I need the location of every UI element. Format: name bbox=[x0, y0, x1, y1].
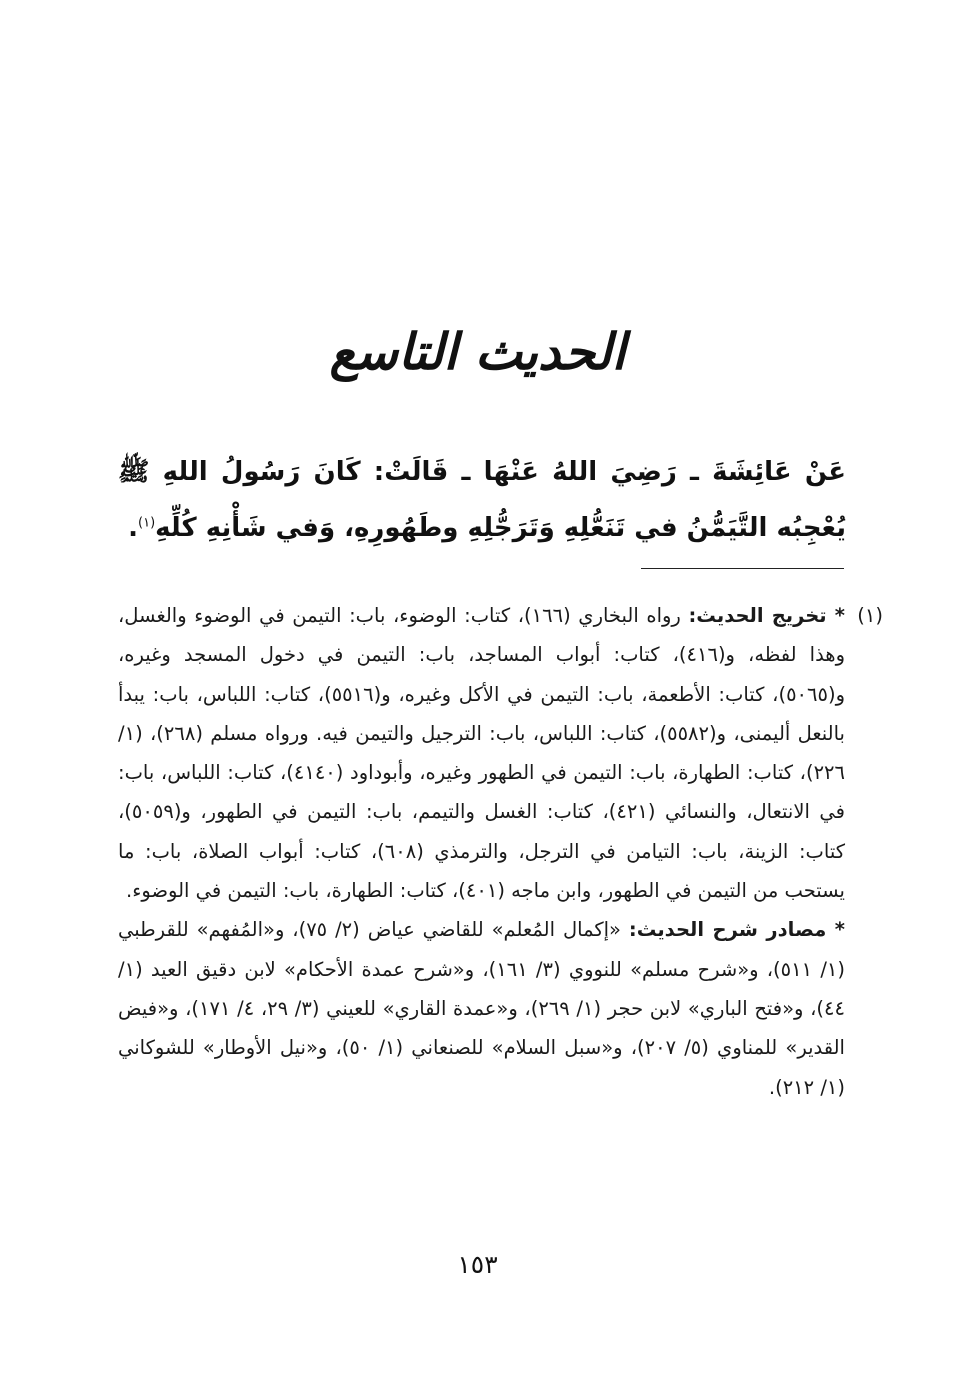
footnote-block bbox=[118, 596, 883, 1107]
sources-heading: * مصادر شرح الحديث: bbox=[628, 918, 845, 942]
footnote-marker: (١) bbox=[857, 604, 883, 627]
takhrij-text: رواه البخاري (١٦٦)، كتاب: الوضوء، باب: التيمن في الوضوء والغسل، وهذا لفظه، و(٤١٦)، كتاب: أبواب المساجد، باب: التيمن في دخول المسجد وغيره، و(٥٠٦٥)، كتاب: الأطعمة، باب: التيمن في الأكل وغيره، و(٥٥١٦)، كتاب: اللباس، باب: يبدأ بالنعل أليمنى، و(٥٥٨٢)، كتاب: اللباس، باب: الترجيل والتيمن فيه. ورواه مسلم (٢٦٨)، (١/ ٢٢٦)، كتاب: الطهارة، باب: التيمن في الطهور وغيره، وأبوداود (٤١٤٠)، كتاب: اللباس، باب: في الانتعال، والنسائي (٤٢١)، كتاب: الغسل والتيمم، باب: التيمن في الطهور، و(٥٠٥٩)، كتاب: الزينة، باب: التيامن في الترجل، والترمذي (٦٠٨)، كتاب: أبواب الصلاة، باب: ما يستحب من التيمن في الطهور، وابن ماجه (٤٠١)، كتاب: الطهارة، باب: التيمن في الوضوء. bbox=[118, 604, 846, 903]
hadith-end-mark: . bbox=[128, 513, 139, 543]
footnote-reference: (١) bbox=[138, 515, 156, 531]
hadith-text: عَنْ عَائِشَةَ ـ رَضِيَ اللهُ عَنْهَا ـ قَالَتْ: كَانَ رَسُولُ اللهِ ﷺ يُعْجِبُه التَّيَمُّنُ في تَنَعُّلِهِ وَتَرَجُّلِهِ وطَهُورِهِ، وَفي شَأْنِهِ كُلِّهِ bbox=[118, 457, 846, 543]
footnote-divider bbox=[641, 568, 844, 569]
page-number: ١٥٣ bbox=[457, 1250, 498, 1279]
hadith-text-block bbox=[118, 444, 846, 556]
takhrij-paragraph bbox=[118, 596, 845, 910]
takhrij-heading: * تخريج الحديث: bbox=[688, 604, 845, 627]
sources-paragraph bbox=[118, 910, 845, 1106]
chapter-title: الحديث التاسع bbox=[329, 322, 626, 381]
sources-text: «إكمال المُعلم» للقاضي عياض (٢/ ٧٥)، و«المُفهم» للقرطبي (١/ ٥١١)، و«شرح مسلم» للنووي (٣/ ١٦١)، و«شرح عمدة الأحكام» لابن دقيق العيد (١/ ٤٤)، و«فتح الباري» لابن حجر (١/ ٢٦٩)، و«عمدة القاري» للعيني (٣/ ٢٩، ٤/ ١٧١)، و«فيض القدير» للمناوي (٥/ ٢٠٧)، و«سبل السلام» للصنعاني (١/ ٥٠)، و«نيل الأوطار» للشوكاني (١/ ٢١٢). bbox=[118, 918, 845, 1099]
